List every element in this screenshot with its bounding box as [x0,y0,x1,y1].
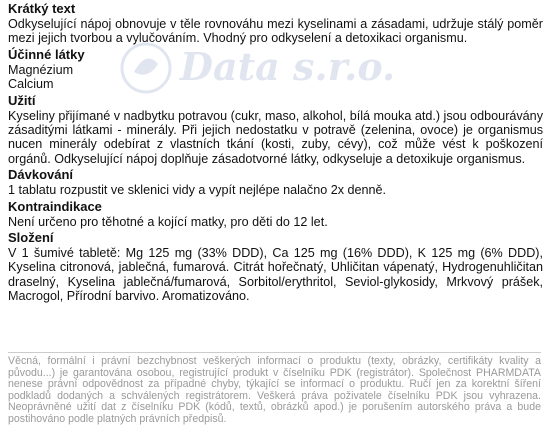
section-heading: Krátký text [8,1,76,16]
legal-disclaimer: Věcná, formální i právní bezchybnost veškerých informací o produktu (texty, obrázky, certifikáty kvality a původu...) je garantována osobou, registrující produkt v číselníku PDK (registrátor). Společnost PHARMDATA nenese právní odpovědnost za případné chyby, týkající se informací o produktu. Ručí jen za korektní šíření podkladů dodaných a schválených registrátorem. Veškerá práva poživatele číselníku PDK jsou vyhrazena. Neoprávněné užití dat z číselníku PDK (kódů, textů, obrázků apod.) je porušením autorského práva a bude postihováno podle platných právních předpisů. [8,352,541,426]
section-slozeni [8,229,543,304]
watermark-text: Data s.r.o. [180,44,396,89]
section-text: Odkyselující nápoj obnovuje v těle rovnováhu mezi kyselinami a zásadami, udržuje stálý poměr mezi jejich tvorbou a vylučováním. Vhodný pro odkyselení a detoxikaci organismu. [8,17,543,46]
section-kontraindikace [8,198,543,229]
section-text: Kyseliny přijímané v nadbytku potravou (cukr, maso, alkohol, bílá mouka atd.) jsou odbourávány zásaditými látkami - minerály. Při jejich nedostatku v potravě (zelenina, ovoce) je organismus nucen minerály odebírat z vlastních tkání (kosti, zuby, cévy), což může vést k poškození orgánů. Odkyselující nápoj doplňuje zásadotvorné látky, odkyseluje a detoxikuje organismus. [8,108,543,166]
ingredient-item: Calcium [8,77,54,92]
section-text: Není určeno pro těhotné a kojící matky, pro děti do 12 let. [8,214,328,229]
section-davkovani [8,166,543,197]
ingredient-item: Magnézium [8,62,74,77]
product-document [8,0,543,304]
section-text: V 1 šumivé tabletě: Mg 125 mg (33% DDD), Ca 125 mg (16% DDD), K 125 mg (6% DDD), Kyselina citronová, jablečná, fumarová. Citrát hořečnatý, Uhličitan vápenatý, Hydrogenuhličitan draselný, Kyselina jablečná/fumarová, Sorbitol/erythritol, Seviol-glykosidy, Mrkvový prášek, Macrogol, Přírodní barvivo. Aromatizováno. [8,246,543,304]
section-heading: Užití [8,92,36,108]
section-kratky-text [8,0,543,46]
section-ucinne-latky [8,46,543,92]
section-heading: Kontraindikace [8,198,102,214]
section-text: 1 tablatu rozpustit ve sklenici vidy a vypít nejlépe nalačno 2x denně. [8,183,387,198]
section-heading: Účinné látky [8,46,85,62]
section-uziti [8,92,543,167]
section-heading: Složení [8,230,54,246]
section-heading: Dávkování [8,167,74,183]
